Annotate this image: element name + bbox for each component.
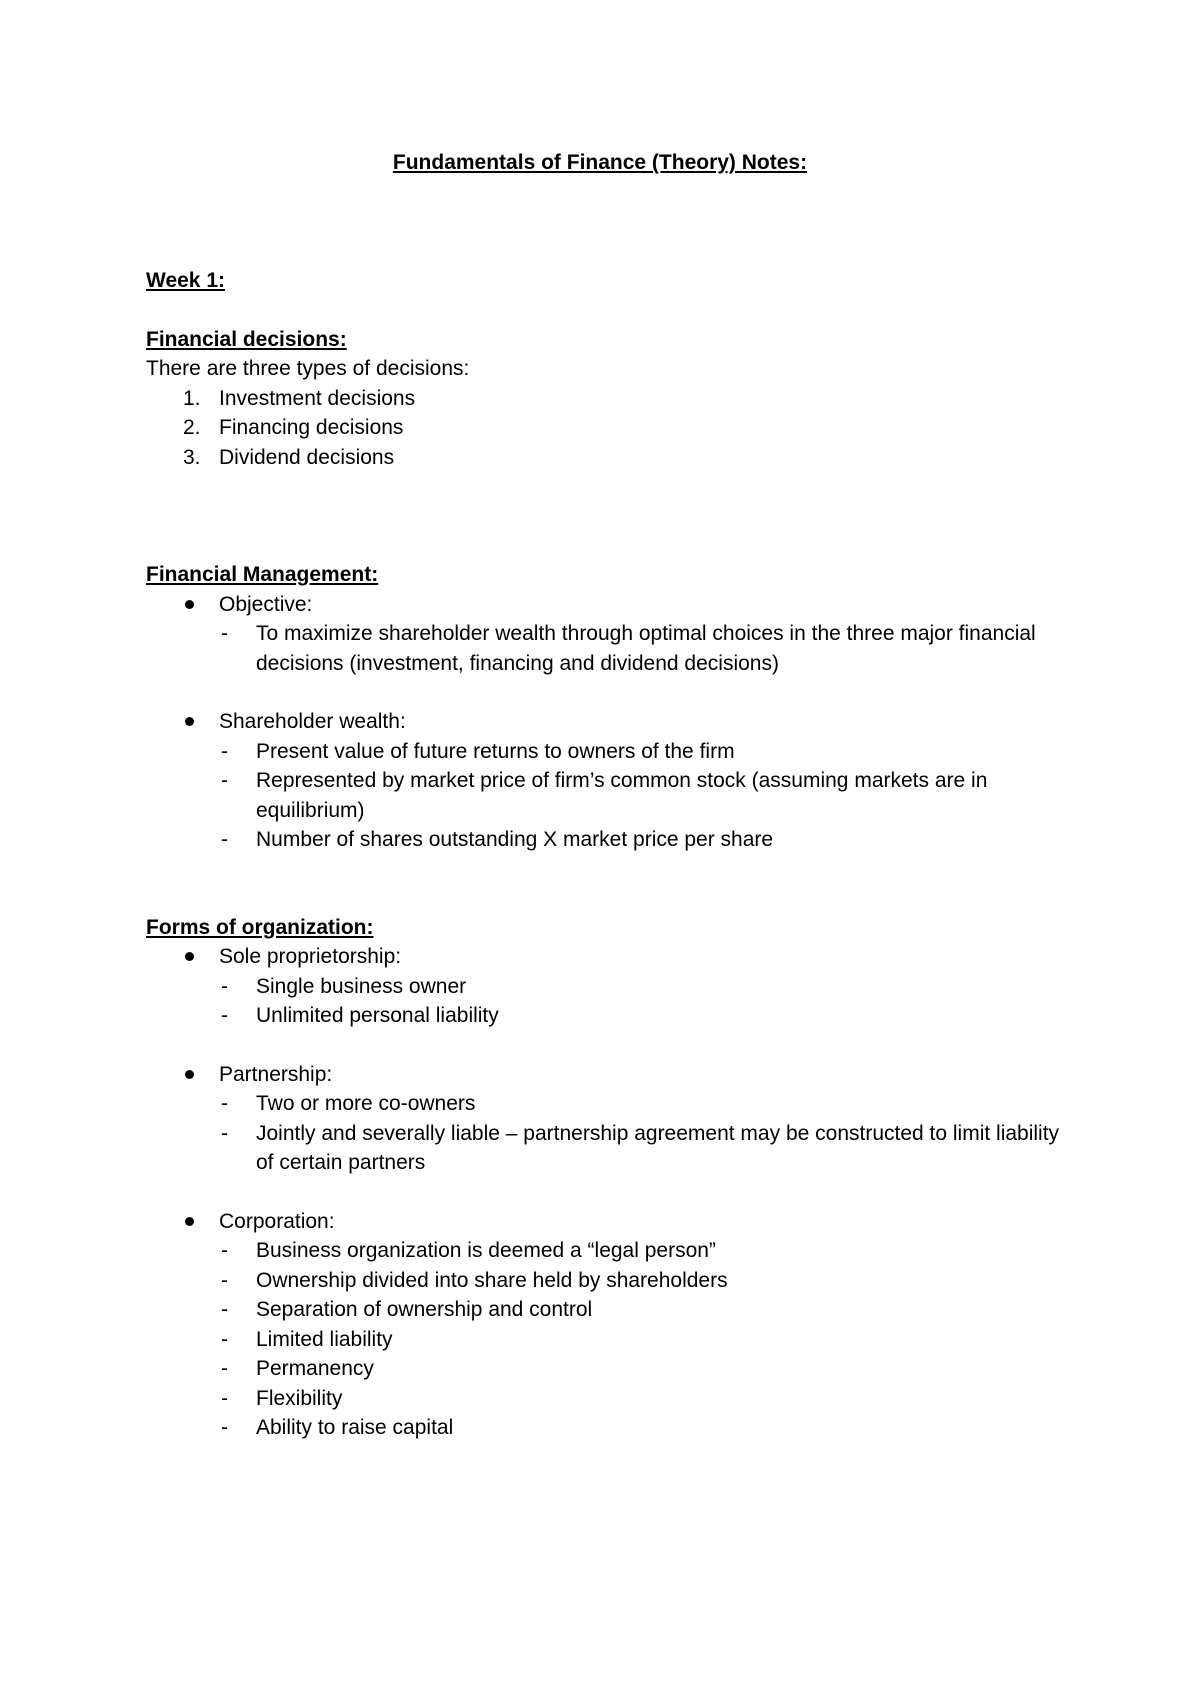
- bullet-icon: [185, 717, 194, 726]
- bullet-label: Objective:: [219, 592, 313, 616]
- sub-item: [219, 1354, 1076, 1384]
- bullet-item-objective: [146, 590, 1076, 679]
- sub-item: [219, 1325, 1076, 1355]
- sub-item: [219, 766, 1076, 825]
- dash-icon: -: [221, 769, 228, 792]
- dash-icon: -: [221, 1416, 228, 1439]
- sub-item: [219, 737, 1076, 767]
- list-item-text: Investment decisions: [219, 386, 416, 410]
- sub-item-text: To maximize shareholder wealth through optimal choices in the three major financial decisions (investment, financing and dividend decisions): [256, 622, 1036, 675]
- sub-item-text: Present value of future returns to owners of the firm: [256, 739, 735, 763]
- sub-item-text: Single business owner: [256, 974, 467, 998]
- forms-of-organization-heading: Forms of organization:: [146, 915, 374, 939]
- sub-item-text: Represented by market price of firm’s common stock (assuming markets are in equilibrium): [256, 769, 988, 822]
- sub-item: [219, 1295, 1076, 1325]
- bullet-icon: [185, 600, 194, 609]
- sub-item-text: Jointly and severally liable – partnership agreement may be constructed to limit liability of certain partners: [256, 1121, 1060, 1174]
- list-item: [146, 413, 1076, 443]
- bullet-label: Partnership:: [219, 1062, 333, 1086]
- dash-icon: -: [221, 739, 228, 763]
- dash-icon: -: [221, 974, 228, 998]
- sub-item: [219, 1384, 1076, 1414]
- bullet-label: Corporation:: [219, 1209, 335, 1233]
- dash-icon: -: [221, 1092, 228, 1115]
- dash-icon: -: [221, 622, 228, 645]
- bullet-icon: [185, 952, 194, 961]
- document-body: [146, 266, 1076, 1443]
- bullet-item-shareholder-wealth: [146, 707, 1076, 855]
- dash-icon: -: [221, 1327, 228, 1351]
- sub-item: [219, 1001, 1076, 1031]
- list-number: 3.: [183, 445, 201, 469]
- bullet-item-corporation: [146, 1207, 1076, 1443]
- forms-of-organization-list: [146, 942, 1076, 1443]
- dash-icon: -: [221, 1239, 228, 1262]
- sub-item-text: Ownership divided into share held by shareholders: [256, 1268, 728, 1292]
- financial-management-heading: Financial Management:: [146, 563, 379, 586]
- document-title: Fundamentals of Finance (Theory) Notes:: [392, 151, 808, 174]
- sub-item-text: Flexibility: [256, 1386, 343, 1410]
- dash-icon: -: [221, 1357, 228, 1380]
- sub-item-text: Unlimited personal liability: [256, 1004, 499, 1027]
- sub-item-text: Business organization is deemed a “legal person”: [256, 1239, 716, 1262]
- sub-list: [219, 737, 1076, 855]
- dash-icon: -: [221, 1121, 228, 1145]
- list-item: [146, 384, 1076, 414]
- dash-icon: -: [221, 1386, 228, 1410]
- bullet-label: Sole proprietorship:: [219, 945, 402, 968]
- sub-item: [219, 1119, 1076, 1178]
- sub-list: [219, 1089, 1076, 1178]
- dash-icon: -: [221, 828, 228, 851]
- sub-item: [219, 1089, 1076, 1119]
- bullet-icon: [185, 1217, 194, 1226]
- list-item-text: Dividend decisions: [219, 445, 395, 469]
- sub-item-text: Separation of ownership and control: [256, 1298, 593, 1321]
- week-heading: Week 1:: [146, 269, 225, 292]
- dash-icon: -: [221, 1004, 228, 1027]
- bullet-item-partnership: [146, 1060, 1076, 1178]
- sub-list: [219, 1236, 1076, 1443]
- sub-item: [219, 619, 1076, 678]
- list-number: 2.: [183, 416, 201, 439]
- sub-item-text: Ability to raise capital: [256, 1416, 454, 1439]
- sub-item-text: Limited liability: [256, 1327, 393, 1351]
- financial-management-list: [146, 590, 1076, 855]
- bullet-item-sole-proprietorship: [146, 942, 1076, 1031]
- sub-item: [219, 1413, 1076, 1443]
- sub-item: [219, 825, 1076, 855]
- list-number: 1.: [183, 386, 201, 410]
- dash-icon: -: [221, 1268, 228, 1292]
- financial-decisions-intro: There are three types of decisions:: [146, 357, 470, 380]
- list-item-text: Financing decisions: [219, 416, 404, 439]
- sub-list: [219, 619, 1076, 678]
- sub-item: [219, 972, 1076, 1002]
- bullet-icon: [185, 1070, 194, 1079]
- sub-item: [219, 1236, 1076, 1266]
- decisions-list: [146, 384, 1076, 473]
- list-item: [146, 443, 1076, 473]
- sub-item: [219, 1266, 1076, 1296]
- dash-icon: -: [221, 1298, 228, 1321]
- bullet-label: Shareholder wealth:: [219, 710, 406, 733]
- sub-item-text: Number of shares outstanding X market price per share: [256, 828, 774, 851]
- sub-item-text: Permanency: [256, 1357, 374, 1380]
- sub-list: [219, 972, 1076, 1031]
- sub-item-text: Two or more co-owners: [256, 1092, 476, 1115]
- financial-decisions-heading: Financial decisions:: [146, 327, 347, 351]
